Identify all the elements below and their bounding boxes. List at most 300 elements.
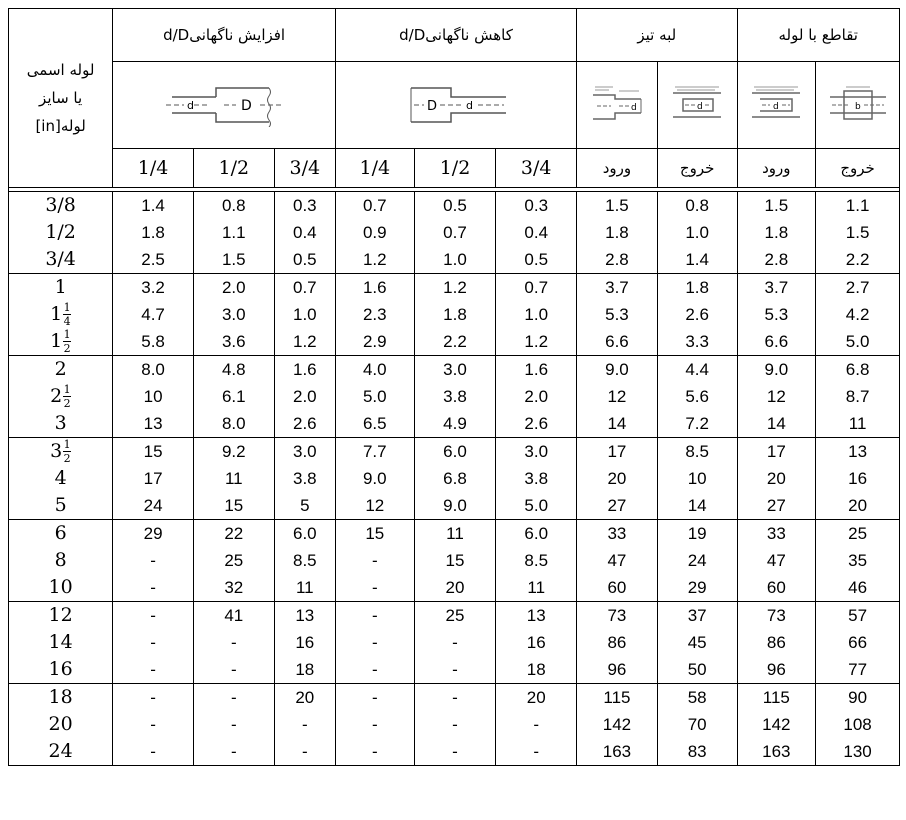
junction-outlet-diagram [828,83,888,127]
value-cell [193,684,274,766]
value-cell [737,192,816,274]
table-row [9,356,900,438]
value-cell [496,192,577,274]
value: 5 [300,496,310,515]
value: 6.6 [764,332,789,351]
diagram-label-d: d [630,103,637,113]
value-cell [193,520,274,602]
value: 90 [848,688,868,707]
value: 45 [687,633,707,652]
value: 0.7 [292,278,317,297]
header-sudden-expansion: افزایش ناگهانیd/D [113,9,336,62]
value-cell [816,438,900,520]
value: 0.7 [443,223,467,242]
contraction-diagram-cell [335,62,576,149]
value: 7.2 [685,414,709,433]
value: 3.0 [524,442,549,461]
value: 3.8 [443,387,467,406]
value-cell [577,356,658,438]
value: 14 [687,496,707,515]
diagram-label-b: b [854,102,861,112]
value: 41 [224,606,244,625]
value-cell [113,192,194,274]
value: 29 [143,524,163,543]
value-cell [193,274,274,356]
value: 16 [295,633,315,652]
value: 20 [607,469,627,488]
value-cell [274,602,335,684]
value: 4.4 [685,360,709,379]
value: 12 [766,387,786,406]
value: 60 [607,578,627,597]
value: 1.4 [685,250,709,269]
value: 46 [848,578,868,597]
value: 0.3 [292,196,317,215]
value: 2.3 [362,305,387,324]
value: 5.0 [845,332,870,351]
value: - [452,688,458,707]
value-cell [737,274,816,356]
value: 9.0 [443,496,467,515]
value: 3.8 [292,469,317,488]
value-cell [496,520,577,602]
value: 115 [603,688,631,707]
value: 8.7 [845,387,870,406]
value: - [371,578,378,597]
value: 8.0 [141,360,165,379]
value: 6.5 [362,414,387,433]
value-cell [274,356,335,438]
value-cell [737,684,816,766]
value: - [230,715,237,734]
table-row [9,192,900,274]
value: - [533,715,540,734]
value: 19 [687,524,707,543]
value: - [452,742,458,761]
value: 57 [848,606,868,625]
value: 1.2 [292,332,317,351]
value-cell [414,274,496,356]
value: 13 [295,606,315,625]
value: 9.2 [221,442,246,461]
value-cell [335,438,414,520]
value: 6.8 [443,469,467,488]
value-cell [274,438,335,520]
value: 20 [295,688,315,707]
value-cell [496,438,577,520]
table-row [9,684,900,766]
value: 13 [848,442,868,461]
header-sharp-edge: لبه تیز [577,9,737,62]
value: 1.2 [524,332,549,351]
value: 2.9 [362,332,387,351]
subheader-sharp-edge-outlet: خروج [657,149,737,188]
header-sudden-contraction: کاهش ناگهانیd/D [335,9,576,62]
value: 5.0 [524,496,549,515]
value: 3.7 [764,278,789,297]
value-cell [737,602,816,684]
value: 2.8 [764,250,789,269]
value: - [371,551,378,570]
value: 33 [607,524,627,543]
value-cell [193,602,274,684]
value: 3.3 [685,332,709,351]
pipe-size-cell [9,602,113,684]
value-cell [496,684,577,766]
pipe-size: 5 [54,494,67,516]
value: 24 [687,551,707,570]
value: 163 [602,742,632,761]
value-cell [414,438,496,520]
value: 15 [143,442,163,461]
expansion-diagram-cell [113,62,336,149]
value-cell [335,684,414,766]
value: 0.4 [524,223,549,242]
value-cell [274,520,335,602]
value-cell [113,438,194,520]
value: 14 [766,414,786,433]
value-cell [335,192,414,274]
table-row [9,602,900,684]
value: 3.0 [221,305,246,324]
pipe-size: 6 [54,522,67,544]
value: 2.5 [141,250,165,269]
value: 22 [224,524,244,543]
value: 1.8 [443,305,467,324]
value: 73 [766,606,786,625]
value: 13 [526,606,546,625]
value: 1.8 [764,223,789,242]
subheader-expansion-1-2: 1/2 [193,149,274,188]
subheader-contraction-3-4: 3/4 [496,149,577,188]
value-cell [193,438,274,520]
subheader-expansion-3-4: 3/4 [274,149,335,188]
value: 1.6 [362,278,387,297]
pipe-size: 20 [48,713,73,735]
row-label-line-2: یا سایز [39,89,83,107]
value: 1.1 [845,196,870,215]
value-cell [737,438,816,520]
value-cell [657,520,737,602]
value: 66 [848,633,868,652]
value-cell [737,520,816,602]
diagram-label-D: D [427,99,438,114]
pipe-size-cell [9,274,113,356]
value-cell [657,684,737,766]
value-cell [113,274,194,356]
value: 1.0 [524,305,549,324]
value: 9.0 [605,360,629,379]
value-cell [274,684,335,766]
junction-inlet-diagram [748,83,804,127]
value: 11 [446,524,464,543]
pipe-size: 12 [48,604,73,626]
value-cell [335,274,414,356]
value: 18 [295,660,315,679]
value: 25 [848,524,868,543]
value: 1.2 [443,278,467,297]
value: 96 [766,660,786,679]
value: 17 [143,469,163,488]
value-cell [414,356,496,438]
value: 2.6 [685,305,709,324]
fitting-coefficient-table [8,8,900,766]
table-row [9,438,900,520]
value: 1.6 [524,360,549,379]
value: 1.5 [764,196,789,215]
value-cell [577,192,658,274]
value: - [150,688,156,707]
value: 0.9 [362,223,387,242]
value: 6.0 [443,442,467,461]
pipe-size-cell [9,438,113,520]
value: - [452,715,458,734]
value: 25 [224,551,244,570]
value: 0.7 [524,278,549,297]
value: 27 [607,496,627,515]
value: 9.0 [764,360,789,379]
value: 86 [766,633,786,652]
value: - [150,578,156,597]
value: - [150,742,156,761]
value-cell [335,356,414,438]
value: 15 [365,524,385,543]
value: 17 [766,442,786,461]
value: - [371,688,378,707]
value: 8.0 [221,414,246,433]
value: 0.3 [524,196,549,215]
pipe-size-cell [9,356,113,438]
value: 58 [687,688,707,707]
value: 20 [766,469,786,488]
value: 37 [687,606,707,625]
sudden-contraction-diagram [396,83,516,127]
value: - [150,660,156,679]
value: 96 [607,660,627,679]
value-cell [657,438,737,520]
value: 6.0 [524,524,549,543]
value-cell [193,356,274,438]
value: 50 [687,660,707,679]
value-cell [113,684,194,766]
sharp-edge-outlet-diagram-cell [657,62,737,149]
sharp-edge-inlet-diagram-cell [577,62,658,149]
pipe-size-cell [9,684,113,766]
value-cell [113,602,194,684]
value: - [452,660,458,679]
value: 20 [848,496,868,515]
row-label-line-3: لوله[in] [35,117,86,135]
value: - [230,633,237,652]
value: 0.5 [524,250,549,269]
pipe-size: 3/4 [45,248,76,270]
value: 16 [848,469,868,488]
value-cell [737,356,816,438]
value: 0.7 [362,196,387,215]
value: - [150,633,156,652]
pipe-size-cell [9,192,113,274]
pipe-size: 1 [54,276,67,298]
pipe-size: 3 [54,412,67,434]
value-cell [816,356,900,438]
value: - [371,633,378,652]
value: - [452,633,458,652]
value: 60 [766,578,786,597]
value: - [371,606,378,625]
value-cell [577,520,658,602]
value: 24 [143,496,163,515]
value: - [150,715,156,734]
value-cell [414,602,496,684]
value: 1.5 [605,196,629,215]
value: 115 [762,688,790,707]
diagram-label-d: d [697,102,703,112]
value-cell [496,602,577,684]
value-cell [657,356,737,438]
value: 3.6 [221,332,246,351]
value-cell [335,520,414,602]
row-label-line-1: لوله اسمی [26,61,95,79]
value: 1.2 [362,250,387,269]
diagram-label-D: D [241,98,252,114]
value: 70 [687,715,707,734]
value: 11 [295,578,314,597]
value: 4.0 [362,360,387,379]
value: 1.8 [685,278,709,297]
value: 2.8 [605,250,629,269]
value: - [371,660,378,679]
subheader-expansion-1-4: 1/4 [113,149,194,188]
value: 3.7 [605,278,629,297]
pipe-size: 10 [48,576,73,598]
value: 142 [602,715,632,734]
value: 3.0 [443,360,467,379]
value: 13 [143,414,163,433]
value: - [371,715,378,734]
value: - [533,742,540,761]
value: 5.3 [605,305,629,324]
value: 6.6 [605,332,629,351]
pipe-size: 8 [54,549,67,571]
value: 27 [766,496,786,515]
value-cell [113,356,194,438]
value: 5.3 [764,305,789,324]
value: 15 [445,551,465,570]
value: 35 [848,551,868,570]
pipe-size: 2 1 2 [50,383,71,410]
table-row [9,274,900,356]
value: - [230,688,237,707]
sharp-edge-outlet-diagram [669,83,725,127]
value: 14 [607,414,627,433]
value: 18 [526,660,546,679]
subheader-junction-outlet: خروج [816,149,900,188]
value-cell [657,192,737,274]
value: 1.0 [292,305,317,324]
value: 5.0 [362,387,387,406]
value: 0.8 [685,196,709,215]
value: 2.0 [524,387,549,406]
value: 142 [762,715,791,734]
value: 1.4 [141,196,165,215]
value: 32 [224,578,244,597]
pipe-size: 24 [48,740,73,762]
value-cell [274,274,335,356]
value-cell [193,192,274,274]
value: 9.0 [362,469,387,488]
value: 2.2 [443,332,467,351]
value: 8.5 [524,551,549,570]
value: 2.0 [292,387,317,406]
subheader-junction-inlet: ورود [737,149,816,188]
value-cell [816,274,900,356]
value: 86 [607,633,627,652]
value-cell [577,684,658,766]
value: 20 [526,688,546,707]
value: - [230,660,237,679]
value: 33 [766,524,786,543]
value-cell [577,274,658,356]
value: 16 [526,633,546,652]
value-cell [496,356,577,438]
value: 8.5 [685,442,709,461]
value: 1.8 [141,223,165,242]
value: 1.0 [443,250,467,269]
value: 1.0 [685,223,709,242]
junction-inlet-diagram-cell [737,62,816,149]
value: 2.6 [292,414,317,433]
value: 47 [766,551,786,570]
pipe-size-header [9,9,113,188]
value: 4.2 [845,305,870,324]
value: 1.6 [292,360,317,379]
value: 12 [607,387,627,406]
value: 5.8 [141,332,165,351]
value: - [301,742,308,761]
subheader-contraction-1-4: 1/4 [335,149,414,188]
value: 1.1 [221,223,246,242]
value: 11 [224,469,243,488]
pipe-size: 1 1 2 [50,328,71,355]
value: 3.0 [292,442,317,461]
value: 1.5 [221,250,246,269]
subheader-sharp-edge-inlet: ورود [577,149,658,188]
value: 4.8 [221,360,246,379]
value-cell [816,192,900,274]
value: 12 [365,496,385,515]
value: 77 [848,660,868,679]
value: - [371,742,378,761]
value: 25 [445,606,465,625]
value: 1.5 [845,223,870,242]
value: 6.8 [845,360,870,379]
pipe-size: 18 [48,686,73,708]
value: 4.7 [141,305,165,324]
value: 2.6 [524,414,549,433]
value: 29 [687,578,707,597]
value: - [150,551,156,570]
value: 2.2 [845,250,870,269]
diagram-label-d: d [466,99,473,112]
value: 2.7 [845,278,870,297]
value: 4.9 [443,414,467,433]
sudden-expansion-diagram [164,83,284,127]
pipe-size: 1 1 4 [50,301,71,328]
value: 10 [687,469,707,488]
table-row [9,520,900,602]
value-cell [414,684,496,766]
value: 130 [843,742,872,761]
